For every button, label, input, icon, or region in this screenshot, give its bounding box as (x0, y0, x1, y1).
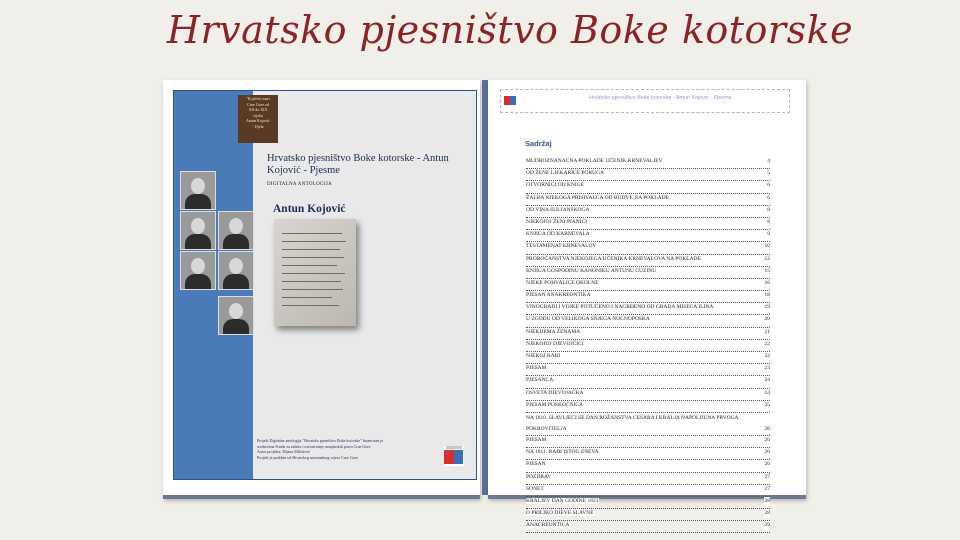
toc-entry[interactable] (526, 267, 770, 279)
toc-entry-title: NJEKOJOJ ŽENI PIANICI (526, 218, 588, 225)
toc-entry-title: NJEKOJOJ DJEVOJČICI (526, 340, 584, 347)
toc-entry[interactable] (526, 279, 770, 291)
toc-entry[interactable] (526, 352, 770, 364)
toc-entry-page: 18 (764, 292, 770, 299)
toc-entry[interactable] (526, 401, 770, 413)
toc-entry-page: 26 (764, 461, 770, 468)
toc-entry[interactable] (526, 206, 770, 218)
toc-entry-title: PROROČANSTVA NJEKOJEGA UČENIKA KRNEVALOVA NA POKLADE (526, 255, 701, 262)
toc-entry-page: 23 (764, 365, 770, 372)
inscription-line: "Kojićevi mari (246, 96, 270, 101)
toc-entry-page: 20 (764, 316, 770, 323)
toc-page (488, 80, 806, 529)
toc-entry-title: PJESAN ANAKREONTIKA (526, 292, 591, 299)
toc-entry-page: 27 (764, 485, 770, 492)
toc-entry-page: 9 (767, 231, 770, 238)
toc-entry-title: NA 1811. RADI ISTOG ZNEVA (526, 449, 599, 456)
toc-entry[interactable] (526, 169, 770, 181)
toc-entry-title: OTVORNICI OD KNIGE (526, 182, 585, 189)
toc-entry-page: 22 (764, 353, 770, 359)
toc-entry-title: MUDROZNANACNA POKLADE UČENIK KRNEVALJEV (526, 158, 663, 164)
toc-entry[interactable] (526, 436, 770, 448)
toc-entry-page: 22 (764, 340, 770, 347)
toc-entry-page: 10 (764, 243, 770, 250)
toc-entry[interactable] (526, 485, 770, 497)
toc-entry-page: 26 (764, 449, 770, 456)
toc-entry-page: 28 (764, 510, 770, 517)
toc-entry[interactable] (526, 413, 770, 436)
toc-entry-title: ANACREONTICA (526, 522, 570, 529)
toc-entry-page: 26 (764, 436, 770, 443)
cover-inscription-box (238, 95, 278, 143)
toc-entry[interactable] (526, 303, 770, 315)
toc-entry-title: PJESAM POSKOČNICA (526, 401, 584, 408)
toc-entry-page: 6 (767, 194, 770, 201)
toc-entry-page: 15 (764, 267, 770, 274)
toc-entry-page: 8 (767, 206, 770, 213)
inscription-line: XII do XIX (248, 107, 268, 112)
footer-line: Autor projekta: Dijana Milošević (257, 449, 311, 455)
toc-entry[interactable] (526, 364, 770, 376)
toc-entry-title: PJESAM (526, 365, 547, 372)
toc-entry-title: OSVETA DJEVOJAČKA (526, 389, 584, 396)
toc-entry-title: OD ŽENE LJEKARICE PORUGA (526, 170, 605, 177)
portrait-photo (180, 211, 216, 250)
toc-entry-title: POZDRAV (526, 473, 552, 480)
toc-entry-page: 26 (764, 424, 771, 435)
toc-entry-title: NJEKOJ BABI (526, 353, 561, 359)
toc-entry-page: 16 (764, 279, 770, 286)
council-logo (444, 446, 464, 466)
footer-line: sredstvima Fonda za zaštitu i ostvarivanje manjinskih prava Crne Gore (257, 443, 371, 449)
cover-title: Hrvatsko pjesništvo Boke kotorske - Antun Kojović - Pjesme (267, 153, 449, 176)
inscription-line: Crne Gore od (247, 101, 269, 107)
toc-entry-title: PJESAM (526, 436, 547, 443)
toc-entry[interactable] (526, 194, 770, 206)
toc-entry-title: U ZGODU OD VELIKOGA SNJEGA NOCNOPOSKA (526, 316, 650, 323)
council-logo (504, 93, 516, 107)
toc-entry-title: ŽALBA NJEKOGA PRISIVALCA OD BUDVE NA POKLADE (526, 194, 669, 201)
inscription-line: - Djela (252, 123, 264, 129)
toc-entry[interactable] (526, 255, 770, 267)
toc-entry[interactable] (526, 340, 770, 352)
portrait-photo (218, 251, 254, 290)
toc-entry[interactable] (526, 497, 770, 509)
toc-entry[interactable] (526, 460, 770, 472)
toc-entry-title: O PRILIKO DJEVE SLAVNE (526, 510, 594, 517)
portrait-photo (180, 171, 216, 210)
cover-subtitle: DIGITALNA ANTOLOGIJA (267, 182, 333, 187)
toc-entry[interactable] (526, 315, 770, 327)
toc-entry[interactable] (526, 521, 770, 533)
toc-entry-title: OD VINA SULJANSKOGA (526, 206, 590, 213)
toc-entry[interactable] (526, 376, 770, 388)
cover-footer (257, 438, 447, 460)
portrait-photo (180, 251, 216, 290)
toc-entry-title: KNJIGA GOSPODINU KANONIKU ANTUNU CUZINU (526, 267, 657, 274)
toc-entry[interactable] (526, 230, 770, 242)
toc-entry[interactable] (526, 448, 770, 460)
toc-entry-title: SONET (526, 485, 544, 492)
toc-entry[interactable] (526, 291, 770, 303)
inscription-line: Antun Kojović (246, 118, 270, 123)
toc-entry-page: 21 (764, 328, 770, 335)
cover-author: Antun Kojović (273, 203, 346, 215)
toc-entry-page: 27 (764, 473, 770, 480)
footer-line: Projekt je podržan od Hrvatskog nacionalnog vijeća Crne Gore (257, 454, 358, 460)
toc-entry-title: NA 1810. SLAVLJECI SE DAN ROŽANSTVA CESARA I KRALJA NAPOLIJUNA PRVOGA POKROVITELJA (526, 414, 739, 432)
toc-entry[interactable] (526, 181, 770, 193)
toc-entry-page: 6 (767, 182, 770, 189)
toc-entry-page: 8 (767, 218, 770, 225)
portrait-photo (218, 296, 254, 335)
toc-entry-page: 19 (764, 304, 770, 311)
toc-entry-page: 28 (764, 497, 770, 504)
toc-entry[interactable] (526, 473, 770, 485)
cover-page (163, 80, 480, 499)
cover-frame (173, 90, 477, 480)
toc-entry-title: KNJIGA OD KARNEVALA (526, 231, 590, 238)
portrait-photo (218, 211, 254, 250)
toc-list (526, 157, 770, 533)
toc-entry[interactable] (526, 157, 770, 169)
toc-entry-page: 24 (764, 389, 770, 396)
toc-entry-title: VINOGRADI I VOJKE POTUČENO I NAGRĐENO OD GRADA MISECA ILINA (526, 304, 714, 311)
toc-entry-title: NJEKE POHVALICE OKOLNE (526, 279, 599, 286)
toc-entry-page: 24 (764, 377, 770, 384)
toc-entry-page: 12 (764, 255, 770, 262)
toc-heading: Sadržaj (525, 139, 552, 148)
footer-line: Projekt Digitalna antologija "Hrvatsko pjesništvo Boke kotorske" financiran je (257, 438, 383, 443)
slide-title: Hrvatsko pjesništvo Boke kotorske (166, 8, 854, 52)
toc-entry[interactable] (526, 509, 770, 521)
toc-entry-title: TESTAMENAT KRNEVALOV (526, 243, 597, 250)
toc-entry-title: PJESAN (526, 461, 546, 468)
toc-entry-page: 5 (767, 170, 770, 177)
toc-entry-title: PJESANCA (526, 377, 554, 384)
toc-entry[interactable] (526, 242, 770, 254)
toc-entry[interactable] (526, 328, 770, 340)
toc-entry-title: NJEKIJEMA ŽENAMA (526, 328, 581, 335)
inscription-line: vijeka (253, 112, 263, 118)
toc-header-text: Hrvatsko pjesništvo Boke kotorske - Antun Kojović - Pjesme (589, 95, 732, 101)
toc-entry[interactable] (526, 389, 770, 401)
toc-entry-page: 29 (764, 522, 770, 529)
toc-entry[interactable] (526, 218, 770, 230)
toc-entry-title: KRALJEV DAN GODINE 1821 (526, 497, 599, 504)
toc-header (500, 89, 790, 113)
toc-entry-page: 25 (764, 401, 770, 408)
toc-entry-page: 4 (767, 158, 770, 164)
manuscript-image (274, 219, 356, 326)
